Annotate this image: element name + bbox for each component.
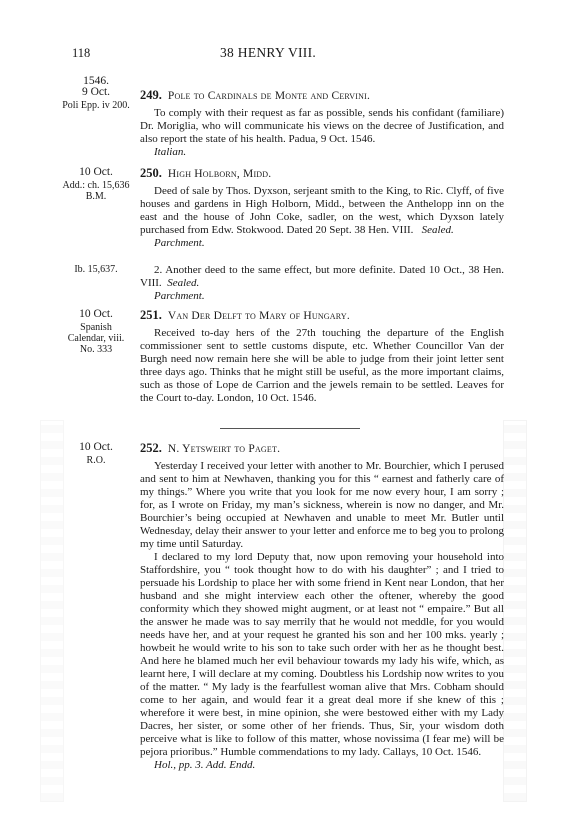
entry-margin (62, 442, 130, 466)
entry-source-ref: Add.: ch. 15,636 B.M. (62, 180, 130, 202)
entry-heading: N. Yetsweirt to Paget. (167, 443, 281, 455)
entry-date: 10 Oct. (79, 441, 113, 453)
entry-date: 10 Oct. (79, 308, 113, 320)
entry-body (140, 442, 504, 772)
entry-body (140, 309, 504, 405)
sub-entry-source-ref: Ib. 15,637. (74, 264, 118, 275)
letter-paragraph-2: I declared to my lord Deputy that, now upon removing your household into Staffordshire, you “ took thought how to do with his daughter” ; and I tried to persuade his Lordship to place her with some friend in Kent near London, that her husband and she might interview each other the oftener, whereby the good conformity which they showed might augment, or at least not “ empaire.” But all the answer he made was to say merrily that he would not meddle, for you would needs have her, and at your request he granted his son and her 100 mks. yearly ; howbeit he would write to his son to take such order with her as he thought best. And here he blamed much her evil behaviour towards my lady his wife, which, as learnt here, I will declare at my coming. Doubtless his Lordship now writes to you of the matter. “ My lady is the fearfullest woman alive that Mrs. Cobham should come to her again, and would fear it a great deal more if she knew of this ; wherefore it were best, in mine opinion, she were bestowed either with my Lady Dacres, her sister, or some other of her friends. Thus, Sir, your wisdom doth perceive what is like to follow of this matter, whose novissima (I fear me) will be pejora prioribus.” Humble commendations to my lady. Callays, 10 Oct. 1546. (140, 551, 504, 758)
holograph-note-text: Hol., pp. 3. Add. Endd. (154, 759, 256, 771)
sub-entry-body (140, 264, 504, 303)
entry-title (140, 309, 504, 323)
parchment-note: Parchment. (154, 237, 205, 249)
entry-text: To comply with their request as far as possible, sends his confidant (familiare) Dr. Moriglia, who will communicate his views on the decree of Justification, and also report the state of his health. Padua, 9 Oct. 1546. (140, 107, 504, 145)
section-divider (220, 428, 360, 429)
entry-language-note: Italian. (154, 146, 187, 158)
running-title: 38 HENRY VIII. (220, 45, 317, 60)
entry-number: 250. (140, 166, 162, 180)
entry-heading: High Holborn, Midd. (167, 168, 272, 180)
entry-margin (62, 76, 130, 111)
entry-text (140, 185, 504, 237)
library-stamp-watermark-left (40, 420, 64, 802)
holograph-note (140, 759, 504, 772)
entry-body (140, 89, 504, 159)
entry-number: 252. (140, 441, 162, 455)
entry-date: 9 Oct. (81, 86, 111, 98)
entry-text-main: Deed of sale by Thos. Dyxson, serjeant smith to the King, to Ric. Clyff, of five houses and gardens in High Holborn, Midd., between the Anthelopp inn on the east and the house of John Coke, sadler, on the west, which Dyxson lately purchased from Edw. Stokwood. Dated 20 Sept. 38 Hen. VIII. (140, 185, 504, 236)
entry-source-ref: Poli Epp. iv 200. (62, 100, 130, 111)
entry-margin (62, 167, 130, 202)
sealed-note: Sealed. (421, 224, 454, 236)
sub-entry-text (140, 264, 504, 290)
entry-date: 10 Oct. (79, 166, 113, 178)
entry-heading: Van Der Delft to Mary of Hungary. (167, 310, 350, 322)
entry-year: 1546. (83, 75, 109, 87)
entry-title (140, 442, 504, 456)
entry-source-ref: Spanish Calendar, viii. No. 333 (67, 322, 125, 355)
sealed-note: Sealed. (167, 277, 200, 289)
entry-number: 251. (140, 308, 162, 322)
page-number: 118 (72, 46, 91, 60)
entry-body (140, 167, 504, 250)
page-header (0, 44, 567, 62)
library-stamp-watermark (503, 420, 527, 802)
entry-title (140, 167, 504, 181)
entry-heading: Pole to Cardinals de Monte and Cervini. (167, 90, 371, 102)
entry-source-ref: R.O. (86, 455, 106, 466)
sub-entry-text-main: 2. Another deed to the same effect, but more definite. Dated 10 Oct., 38 Hen. VIII. (140, 264, 504, 289)
entry-number: 249. (140, 88, 162, 102)
entry-margin (62, 309, 130, 355)
entry-text: Received to-day hers of the 27th touching the departure of the English commissioner sent to settle customs dispute, etc. Whether Councillor Van der Burgh need now remain here she will be able to judge from their joint letter sent three days ago. Thinks that he might still be useful, as the more important claims, such as those of Lope de Carrion and the jewels remain to be settled. Leaves for the Court to-day. London, 10 Oct. 1546. (140, 327, 504, 404)
parchment-note: Parchment. (154, 290, 205, 302)
sub-entry-margin (62, 264, 130, 275)
letter-paragraph-1: Yesterday I received your letter with another to Mr. Bourchier, which I perused and sent to him at Newhaven, thanking you for this “ earnest and fatherly care of my things.” Where you write that you look for me now every hour, I am sorry ; for, as I wrote on Friday, my man’s sickness, wherein is now no danger, and Mr. Bourchier’s being occupied at Newhaven and unable to meet Mr. Butler until Wednesday, delay their answer to your letter and enforce me to beg you to prolong my time until Saturday. (140, 460, 504, 550)
entry-title (140, 89, 504, 103)
